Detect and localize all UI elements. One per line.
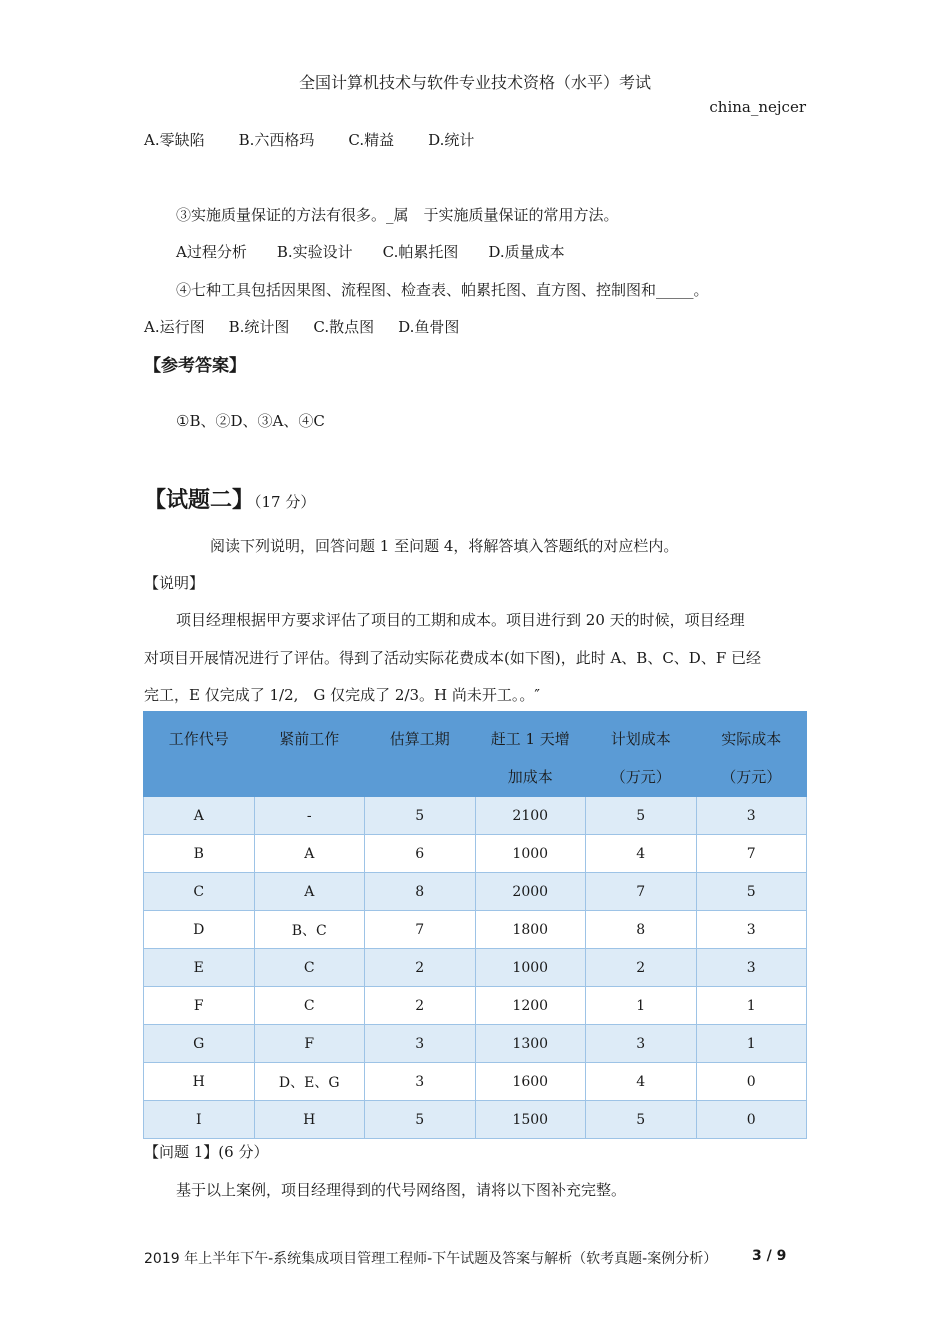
question2-title: 【试题二】 bbox=[144, 488, 255, 513]
table-cell: - bbox=[254, 797, 365, 835]
table-cell: 5 bbox=[365, 797, 476, 835]
table-cell: D、E、G bbox=[254, 1063, 365, 1101]
header-crash-cost: 赶工 1 天增 加成本 bbox=[475, 712, 586, 797]
q3-option-d: D.质量成本 bbox=[488, 243, 565, 261]
table-cell: H bbox=[144, 1063, 255, 1101]
table-cell: 0 bbox=[696, 1101, 807, 1139]
table-cell: C bbox=[254, 987, 365, 1025]
table-cell: 2 bbox=[586, 949, 697, 987]
q3-option-c: C.帕累托图 bbox=[382, 243, 459, 261]
table-cell: 1200 bbox=[475, 987, 586, 1025]
q2-option-a: A.零缺陷 bbox=[144, 131, 205, 149]
table-cell: A bbox=[254, 873, 365, 911]
table-cell: 8 bbox=[586, 911, 697, 949]
q2-option-b: B.六西格玛 bbox=[238, 131, 315, 149]
table-cell: A bbox=[254, 835, 365, 873]
description-line-1: 项目经理根据甲方要求评估了项目的工期和成本。项目进行到 20 天的时候，项目经理 bbox=[176, 611, 745, 629]
table-cell: 3 bbox=[696, 911, 807, 949]
table-cell: A bbox=[144, 797, 255, 835]
page-number: 3 / 9 bbox=[752, 1248, 787, 1264]
table-cell: 1 bbox=[586, 987, 697, 1025]
description-line-3: 完工，E 仅完成了 1/2, G 仅完成了 2/3。H 尚未开工。。″ bbox=[144, 686, 541, 704]
table-cell: 1000 bbox=[475, 949, 586, 987]
q3-option-a: A过程分析 bbox=[176, 243, 247, 261]
table-header-row bbox=[144, 712, 807, 797]
description-line-2: 对项目开展情况进行了评估。得到了活动实际花费成本(如下图)，此时 A、B、C、D、F 已经 bbox=[144, 649, 762, 667]
table-row bbox=[144, 1063, 807, 1101]
table-row bbox=[144, 873, 807, 911]
q2-options bbox=[144, 129, 474, 150]
table-cell: 8 bbox=[365, 873, 476, 911]
table-cell: 3 bbox=[586, 1025, 697, 1063]
q3-option-b: B.实验设计 bbox=[276, 243, 353, 261]
table-cell: B、C bbox=[254, 911, 365, 949]
table-cell: 6 bbox=[365, 835, 476, 873]
table-cell: 7 bbox=[586, 873, 697, 911]
q4-option-b: B.统计图 bbox=[228, 318, 290, 336]
table-cell: 3 bbox=[696, 797, 807, 835]
question2-instruction: 阅读下列说明，回答问题 1 至问题 4，将解答填入答题纸的对应栏内。 bbox=[210, 537, 679, 555]
exam-header-title: 全国计算机技术与软件专业技术资格（水平）考试 bbox=[298, 73, 651, 92]
table-cell: 1500 bbox=[475, 1101, 586, 1139]
table-row bbox=[144, 911, 807, 949]
q2-option-d: D.统计 bbox=[428, 131, 475, 149]
table-cell: 1600 bbox=[475, 1063, 586, 1101]
activity-table bbox=[143, 711, 807, 1139]
table-cell: C bbox=[254, 949, 365, 987]
page-footer: 2019 年上半年下午-系统集成项目管理工程师-下午试题及答案与解析（软考真题-案例分析） bbox=[144, 1251, 718, 1267]
table-cell: 1800 bbox=[475, 911, 586, 949]
table-row bbox=[144, 1025, 807, 1063]
table-cell: C bbox=[144, 873, 255, 911]
table-row bbox=[144, 949, 807, 987]
table-cell: 5 bbox=[586, 797, 697, 835]
header-planned-cost: 计划成本 （万元） bbox=[586, 712, 697, 797]
table-cell: 1 bbox=[696, 1025, 807, 1063]
table-cell: 7 bbox=[696, 835, 807, 873]
table-cell: I bbox=[144, 1101, 255, 1139]
table-cell: 0 bbox=[696, 1063, 807, 1101]
table-cell: F bbox=[254, 1025, 365, 1063]
q4-option-c: C.散点图 bbox=[313, 318, 375, 336]
table-cell: 4 bbox=[586, 835, 697, 873]
q2-option-c: C.精益 bbox=[348, 131, 395, 149]
table-cell: D bbox=[144, 911, 255, 949]
table-cell: 2000 bbox=[475, 873, 586, 911]
table-row bbox=[144, 835, 807, 873]
header-estimated-duration: 估算工期 bbox=[365, 712, 476, 797]
table-cell: 4 bbox=[586, 1063, 697, 1101]
table-cell: 3 bbox=[696, 949, 807, 987]
table-cell: 2 bbox=[365, 987, 476, 1025]
table-cell: E bbox=[144, 949, 255, 987]
header-activity-code: 工作代号 bbox=[144, 712, 255, 797]
table-cell: 3 bbox=[365, 1025, 476, 1063]
q3-options bbox=[176, 241, 565, 262]
question2-title-line bbox=[144, 483, 315, 514]
table-cell: 7 bbox=[365, 911, 476, 949]
table-cell: G bbox=[144, 1025, 255, 1063]
problem1-heading: 【问题 1】(6 分） bbox=[144, 1143, 269, 1161]
question2-score: （17 分） bbox=[254, 493, 316, 511]
table-cell: 1 bbox=[696, 987, 807, 1025]
q3-stem: ③实施质量保证的方法有很多。_属 于实施质量保证的常用方法。 bbox=[176, 206, 619, 224]
table-cell: B bbox=[144, 835, 255, 873]
q4-option-a: A.运行图 bbox=[144, 318, 205, 336]
answer-heading: 【参考答案】 bbox=[144, 356, 246, 376]
table-row bbox=[144, 797, 807, 835]
table-cell: 1300 bbox=[475, 1025, 586, 1063]
table-cell: F bbox=[144, 987, 255, 1025]
q4-option-d: D.鱼骨图 bbox=[398, 318, 460, 336]
table-cell: 5 bbox=[586, 1101, 697, 1139]
description-heading: 【说明】 bbox=[144, 574, 205, 592]
table-cell: 1000 bbox=[475, 835, 586, 873]
table-cell: 2100 bbox=[475, 797, 586, 835]
header-actual-cost: 实际成本 （万元） bbox=[696, 712, 807, 797]
table-row bbox=[144, 987, 807, 1025]
header-site-name: china_nejcer bbox=[709, 98, 806, 116]
table-row bbox=[144, 1101, 807, 1139]
q4-options bbox=[144, 316, 459, 337]
table-cell: 5 bbox=[696, 873, 807, 911]
table-cell: 5 bbox=[365, 1101, 476, 1139]
table-cell: 3 bbox=[365, 1063, 476, 1101]
table-cell: 2 bbox=[365, 949, 476, 987]
table-cell: H bbox=[254, 1101, 365, 1139]
answer-text: ①B、②D、③A、④C bbox=[176, 412, 325, 430]
q4-stem: ④七种工具包括因果图、流程图、检查表、帕累托图、直方图、控制图和_____。 bbox=[176, 281, 709, 299]
header-predecessor: 紧前工作 bbox=[254, 712, 365, 797]
problem1-text: 基于以上案例，项目经理得到的代号网络图，请将以下图补充完整。 bbox=[176, 1181, 627, 1199]
